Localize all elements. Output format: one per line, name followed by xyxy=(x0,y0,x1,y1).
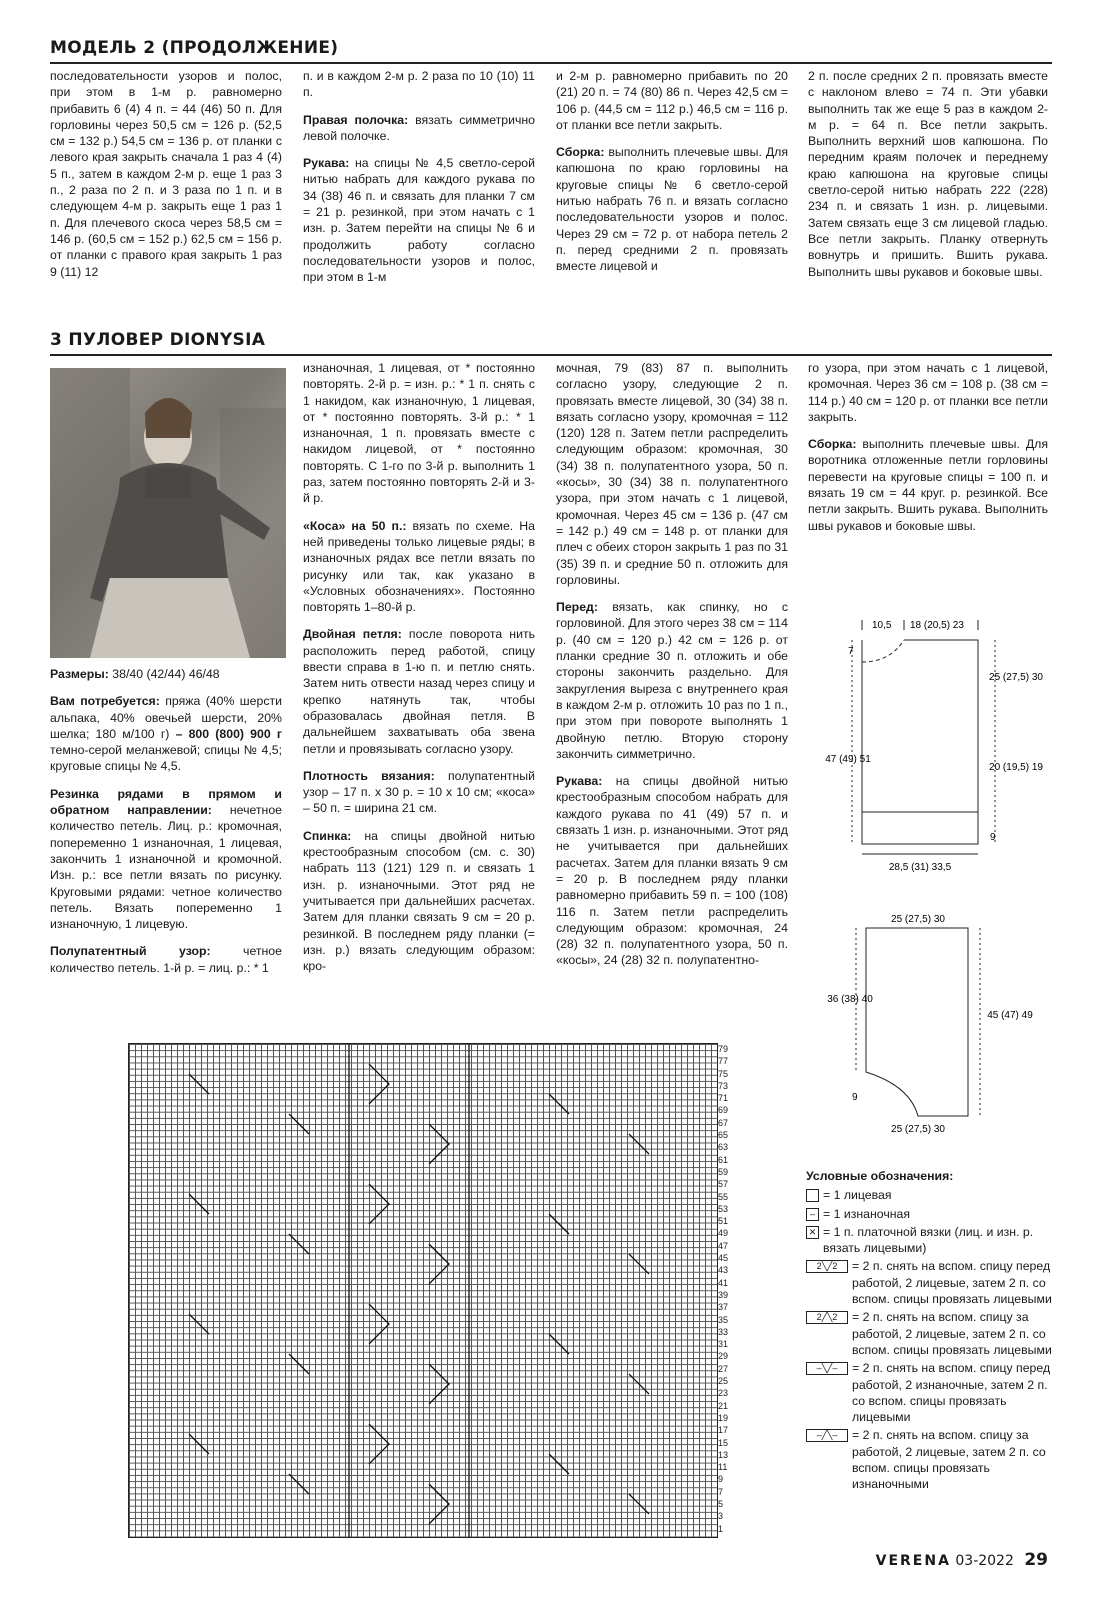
text-paragraph xyxy=(556,599,788,762)
chart-row-number: 39 xyxy=(718,1289,729,1300)
paragraph-text: вязать по схеме. На ней приведены только лицевые ряды; в изнаночных рядах все петли вязать по рисунку или так, как указано в «Условных обозначениях». Постоянно повторять 1–80-й р. xyxy=(303,518,535,615)
magazine-name: VERENA xyxy=(875,1553,951,1569)
chart-row-number: 13 xyxy=(718,1449,729,1460)
legend-item xyxy=(806,1360,1056,1425)
cable-purl-back-symbol-icon: –╱╲– xyxy=(806,1429,848,1442)
legend-text: = 2 п. снять на вспом. спицу перед работой, 2 изнаночные, затем 2 п. со вспом. спицы провязать лицевыми xyxy=(852,1361,1051,1425)
paragraph-heading: Перед: xyxy=(556,600,598,615)
section2-col2 xyxy=(303,360,535,985)
paragraph-text: темно-серой меланжевой; спицы № 4,5; круговые спицы № 4,5. xyxy=(50,743,282,774)
section1-col3 xyxy=(556,68,788,286)
chart-row-number: 3 xyxy=(718,1511,724,1522)
paragraph-text: четное количество петель. 1-й р. = лиц. р.: * 1 xyxy=(50,944,282,975)
chart-row-number: 77 xyxy=(718,1056,729,1067)
chart-row-number: 47 xyxy=(718,1240,729,1251)
text-paragraph xyxy=(303,626,535,756)
page-footer xyxy=(876,1550,1048,1570)
text-paragraph xyxy=(50,943,282,976)
chart-row-number: 1 xyxy=(718,1523,724,1534)
legend-item xyxy=(806,1427,1056,1492)
chart-row-number: 35 xyxy=(718,1314,729,1325)
chart-row-number: 33 xyxy=(718,1326,729,1337)
purl-symbol-icon: – xyxy=(806,1208,819,1221)
paragraph-heading: Рукава: xyxy=(556,774,603,789)
text-paragraph: последовательности узоров и полос, при этом в 1-м р. равномерно прибавить 6 (4) 4 п. = 44 (46) 50 п. Для горловины через 50,5 см = 126 р. (52,5 см = 132 р.) 54,5 см = 136 р. от планки с левого края закрыть сначала 1 раз 4 (4) 5 п., затем в каждом 2-м р. еще 1 раз 3 п., 2 раза по 2 п. и 3 раза по 1 п. и в следующем 4-м р. закрыть еще 1 раз 1 п. Для плечевого скоса через 58,5 см = 146 р. (60,5 см = 152 р.) 62,5 см = 156 р. от планки с правого края закрыть 1 раз 9 (11) 12 xyxy=(50,69,282,279)
text-paragraph xyxy=(303,518,535,616)
legend-text: = 2 п. снять на вспом. спицу перед работой, 2 лицевые, затем 2 п. со вспом. спицы провязать лицевыми xyxy=(852,1259,1052,1307)
legend-text: = 1 п. платочной вязки (лиц. и изн. р. вязать лицевыми) xyxy=(823,1224,1034,1256)
cable-purl-front-symbol-icon: –╲╱– xyxy=(806,1362,848,1375)
chart-row-number: 63 xyxy=(718,1142,729,1153)
text-paragraph: мочная, 79 (83) 87 п. выполнить согласно узору, следующие 2 п. провязать вместе лицевой, 30 (34) 38 п. вязать согласно узору, кромочная = 112 (120) 128 п. Затем петли распределить следующим образом: кромочная, 30 (34) 38 п. полупатентного узора, 50 п. «косы», 30 (34) 38 п. полупатентного узора, при этом начать с 1 лицевой, кромочная. Через 45 см = 136 р. (47 см = 142 р.) 49 см = 148 р. от планки для плеч с обеих сторон закрыть 1 раз по 31 (35) 39 п. и средние 50 п. отложить для горловины. xyxy=(556,361,788,587)
text-paragraph: п. и в каждом 2-м р. 2 раза по 10 (10) 11 п. xyxy=(303,69,535,100)
paragraph-text: пряжа (40% шерсти альпака, 40% овечьей шерсти, 20% шелка; 180 м/100 г) xyxy=(50,694,282,741)
section2-title: 3 ПУЛОВЕР DIONYSIA xyxy=(50,330,266,350)
text-paragraph xyxy=(50,693,282,774)
paragraph-text: на спицы № 4,5 светло-серой нитью набрать для каждого рукава по 34 (38) 46 п. и связать для планки 7 см = 21 р. резинкой, при этом начать с 1 изн. р. Затем перейти на спицы № 6 и продолжить работу согласно последовательности узоров и полос, при этом в 1-м xyxy=(303,156,535,285)
text-paragraph: и 2-м р. равномерно прибавить по 20 (21) 20 п. = 74 (80) 86 п. Через 42,5 см = 106 р. (44,5 см = 112 р.) 46,5 см = 116 р. от планки все петли закрыть. xyxy=(556,69,788,132)
chart-row-number: 67 xyxy=(718,1117,729,1128)
legend xyxy=(806,1168,1056,1495)
paragraph-bold: – 800 (800) 900 г xyxy=(175,726,282,741)
paragraph-heading: Сборка: xyxy=(808,437,857,452)
text-paragraph xyxy=(303,828,535,975)
paragraph-heading: «Коса» на 50 п.: xyxy=(303,518,407,533)
paragraph-text: на спицы двойной нитью крестообразным способом (см. с. 30) набрать 113 (121) 129 п. и связать 1 изн. р. изнаночными. Этот ряд не учитывается при дальнейших расчетах. Затем для планки связать 9 см = 20 р. резинкой. В последнем ряду планки (= изн. р.) вязать следующим образом: кро- xyxy=(303,828,535,974)
chart-row-number: 37 xyxy=(718,1302,729,1313)
chart-row-number: 65 xyxy=(718,1130,729,1141)
chart-row-number: 41 xyxy=(718,1277,729,1288)
paragraph-text: на спицы двойной нитью крестообразным способом набрать для каждого рукава по 41 (49) 57 п. и связать 1 изн. р. изнаночными. Этот ряд не учитывается при дальнейших расчетах. Затем для планки вязать 9 см = 20 р. В последнем ряду планки равномерно прибавить 59 п. = 100 (108) 116 п. Затем петли распределить следующим образом: кромочная, 24 (28) 32 п. полупатентного узора, 50 п. «косы», 24 (28) 32 п. полупатентно- xyxy=(556,774,788,968)
chart-row-number: 19 xyxy=(718,1412,729,1423)
paragraph-text: 38/40 (42/44) 46/48 xyxy=(108,667,220,681)
sleeve-right-label: 45 (47) 49 xyxy=(987,1010,1033,1021)
chart-row-number: 25 xyxy=(718,1376,729,1387)
chart-row-number: 79 xyxy=(718,1044,729,1054)
legend-item xyxy=(806,1258,1056,1307)
text-paragraph: го узора, при этом начать с 1 лицевой, кромочная. Через 36 см = 108 р. (38 см = 114 р.) 40 см = 120 р. от планки все петли закрыть. xyxy=(808,361,1048,424)
paragraph-text: полупатентный узор – 17 п. х 30 р. = 10 х 10 см; «коса» – 50 п. = ширина 21 см. xyxy=(303,768,535,816)
chart-row-number: 15 xyxy=(718,1437,729,1448)
paragraph-text: вязать, как спинку, но с горловиной. Для этого через 38 см = 114 р. (40 см = 120 р.) 42 см = 126 р. от планки средние 30 п. отложить и обе стороны закончить раздельно. Для закругления выреза с внутреннего края в каждом 2-м р. отложить 10 раз по 1 п., при этом при повороте выполнять 1 двойную петлю. Вторую сторону закончить симметрично. xyxy=(556,600,788,761)
section1-rule xyxy=(50,62,1052,64)
legend-item xyxy=(806,1187,1056,1203)
cable-crossings xyxy=(129,1044,717,1537)
text-paragraph xyxy=(303,768,535,817)
garter-symbol-icon: ✕ xyxy=(806,1226,819,1239)
paragraph-heading: Плотность вязания: xyxy=(303,768,435,783)
paragraph-text: после поворота нить расположить перед работой, спицу ввести справа в 1-ю п. и петлю снять. Затем нить отвести назад через спицу и крепко натянуть так, чтобы образовалась двойная петля. В дальнейшем захватывать оба звена петли и провязывать согласно узору. xyxy=(303,627,535,756)
schematic-sleeve xyxy=(827,910,1050,1140)
schematic-front-back xyxy=(825,612,1050,882)
sleeve-top-label: 25 (27,5) 30 xyxy=(891,914,945,925)
chart-row-number: 51 xyxy=(718,1216,729,1227)
legend-text: = 2 п. снять на вспом. спицу за работой, 2 лицевые, затем 2 п. со вспом. спицы провязать изнаночными xyxy=(852,1428,1046,1492)
body-height-label: 20 (19,5) 19 xyxy=(989,762,1043,773)
chart-row-number: 61 xyxy=(718,1154,729,1165)
armhole-height-label: 25 (27,5) 30 xyxy=(989,672,1043,683)
paragraph-heading: Двойная петля: xyxy=(303,627,402,642)
chart-row-number: 31 xyxy=(718,1339,729,1350)
chart-row-number: 9 xyxy=(718,1474,724,1485)
text-paragraph xyxy=(50,786,282,933)
section2-col1 xyxy=(50,666,282,987)
chart-row-number: 5 xyxy=(718,1498,724,1509)
chart-row-number: 69 xyxy=(718,1105,729,1116)
chart-row-number: 59 xyxy=(718,1166,729,1177)
legend-text: = 1 изнаночная xyxy=(823,1206,911,1221)
text-paragraph xyxy=(50,666,282,682)
text-paragraph xyxy=(808,436,1048,534)
chart-row-number: 27 xyxy=(718,1363,729,1374)
legend-title: Условные обозначения: xyxy=(806,1169,954,1183)
shoulder-width-label: 18 (20,5) 23 xyxy=(910,620,964,631)
paragraph-text: вязать симметрично левой полочке. xyxy=(303,112,535,143)
paragraph-heading: Полупатентный узор: xyxy=(50,944,211,959)
issue-number: 03-2022 xyxy=(955,1553,1014,1569)
legend-text: = 2 п. снять на вспом. спицу за работой, 2 лицевые, затем 2 п. со вспом. спицы провязать лицевыми xyxy=(852,1310,1052,1357)
paragraph-heading: Размеры: xyxy=(50,667,109,681)
cable-front-symbol-icon: 2╲╱2 xyxy=(806,1260,848,1273)
text-paragraph: изнаночная, 1 лицевая, от * постоянно повторять. 2-й р. = изн. р.: * 1 п. снять с 1 накидом, как изнаночную, 1 лицевая, от * постоянно повторять. 3-й р.: * 1 изнаночная, 1 п. провязать вместе с накидом лицевой, от * постоянно повторять. С 1-го по 3-й р. выполнить 1 раз, затем постоянно повторять 2-й и 3-й р. xyxy=(303,361,535,506)
section1-col2 xyxy=(303,68,535,297)
neck-drop-label: 7 xyxy=(848,646,854,657)
paragraph-text: нечетное количество петель. Лиц. р.: кромочная, попеременно 1 изнаночная, 1 лицевая, закончить 1 изнаночной и кромочной. Изн. р.: все петли вязать по рисунку. Круговыми рядами: четное количество петель. Вязать попеременно 1 изнаночную, 1 лицевую. xyxy=(50,803,283,932)
text-paragraph xyxy=(556,773,788,969)
legend-item xyxy=(806,1224,1056,1257)
width-label: 28,5 (31) 33,5 xyxy=(888,862,952,873)
chart-row-number: 43 xyxy=(718,1265,729,1276)
section1-col1 xyxy=(50,68,282,291)
sleeve-bottom-label: 25 (27,5) 30 xyxy=(891,1124,945,1135)
chart-row-number: 49 xyxy=(718,1228,729,1239)
paragraph-heading: Рукава: xyxy=(303,156,350,171)
section2-rule xyxy=(50,354,1052,356)
chart-row-number: 29 xyxy=(718,1351,729,1362)
model-photo xyxy=(50,368,286,658)
paragraph-text: выполнить плечевые швы. Для воротника отложенные петли горловины перевести на круговые спицы = 100 п. и вязать 19 см = 44 круг. р. резинкой. Все петли закрыть. Вшить рукава. Выполнить швы рукавов и боковые швы. xyxy=(808,437,1048,533)
text-paragraph xyxy=(556,144,788,274)
chart-row-number: 57 xyxy=(718,1179,729,1190)
chart-row-number: 7 xyxy=(718,1486,724,1497)
chart-row-number: 55 xyxy=(718,1191,729,1202)
knit-symbol-icon xyxy=(806,1189,819,1202)
chart-row-numbers xyxy=(718,1043,742,1536)
paragraph-heading: Сборка: xyxy=(556,145,605,160)
page-number: 29 xyxy=(1024,1550,1048,1570)
chart-row-number: 11 xyxy=(718,1462,728,1473)
chart-row-number: 75 xyxy=(718,1068,729,1079)
model-figure xyxy=(50,368,286,658)
text-paragraph xyxy=(303,155,535,285)
legend-item xyxy=(806,1309,1056,1358)
sleeve-band-label: 9 xyxy=(852,1092,858,1103)
chart-row-number: 73 xyxy=(718,1080,729,1091)
section1-title: МОДЕЛЬ 2 (ПРОДОЛЖЕНИЕ) xyxy=(50,38,339,58)
legend-item xyxy=(806,1206,1056,1222)
chart-row-number: 53 xyxy=(718,1203,729,1214)
cable-back-symbol-icon: 2╱╲2 xyxy=(806,1311,848,1324)
total-height-label: 47 (49) 51 xyxy=(825,754,871,765)
band-height-label: 9 xyxy=(990,832,996,843)
chart-row-number: 23 xyxy=(718,1388,729,1399)
text-paragraph: 2 п. после средних 2 п. провязать вместе с наклоном влево = 74 п. Эти убавки выполнить так же еще 5 раз в каждом 2-м р. = 64 п. Все петли закрыть. Выполнить верхний шов капюшона. По передним краям полочек и переднему краю капюшона на круговые спицы светло-серой нитью набрать 222 (228) 234 п. и связать 1 изн. р. лицевыми. Затем связать еще 3 см лицевой гладью. Все петли закрыть. Планку отвернуть вовнутрь и пришить. Вшить рукава. Выполнить швы рукавов и боковые швы. xyxy=(808,69,1048,279)
chart-row-number: 21 xyxy=(718,1400,729,1411)
paragraph-heading: Спинка: xyxy=(303,828,352,843)
section1-col4 xyxy=(808,68,1048,291)
chart-row-number: 17 xyxy=(718,1425,729,1436)
section2-col4 xyxy=(808,360,1048,545)
paragraph-text: выполнить плечевые швы. Для капюшона по краю горловины на круговые спицы № 6 светло-серой нитью набрать 76 п. и вязать согласно последовательности узоров и полос. Через 29 см = 72 р. от набора петель 2 п. перед средними 2 п. провязать вместе лицевой и xyxy=(556,145,788,274)
paragraph-heading: Вам потребуется: xyxy=(50,694,160,709)
chart-row-number: 71 xyxy=(718,1093,729,1104)
paragraph-heading: Правая полочка: xyxy=(303,112,409,127)
legend-text: = 1 лицевая xyxy=(823,1188,892,1203)
sleeve-left-label: 36 (38) 40 xyxy=(827,994,873,1005)
chart-row-number: 45 xyxy=(718,1253,729,1264)
text-paragraph xyxy=(303,112,535,145)
paragraph-heading: Резинка рядами в прямом и обратном направлении: xyxy=(50,786,282,818)
neck-width-label: 10,5 xyxy=(872,620,892,631)
section2-col3 xyxy=(556,360,788,980)
cable-chart-grid xyxy=(128,1043,718,1538)
